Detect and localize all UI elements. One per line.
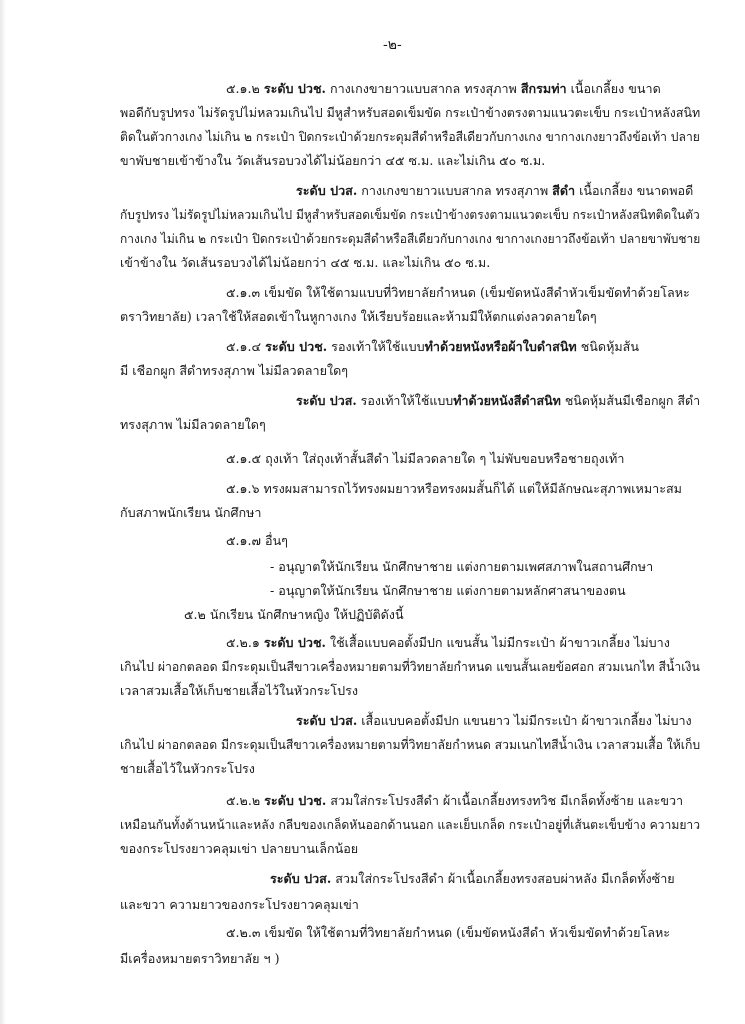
text-line	[120, 128, 700, 146]
text-segment: มี เชือกผูก สีดำทรงสุภาพ ไม่มีลวดลายใดๆ	[120, 363, 349, 378]
page-number: -๒-	[383, 37, 402, 53]
text-segment: - อนุญาตให้นักเรียน นักศึกษาชาย แต่งกายตามเพศสภาพในสถานศึกษา	[270, 559, 654, 574]
text-line	[270, 582, 626, 600]
text-segment: กับรูปทรง ไม่รัดรูปไม่หลวมเกินไป มีหูสำหรับสอดเข็มขัด กระเป๋าข้างตรงตามแนวตะเข็บ กระเป๋าหลังสนิทติดในตัว	[120, 207, 700, 222]
text-line	[226, 532, 288, 550]
bold-text: ทำด้วยหนังหรือผ้าใบดำสนิท	[424, 339, 577, 354]
text-line	[296, 182, 693, 200]
scan-edge-left	[0, 0, 6, 1024]
text-segment: ๕.๑.๗ อื่นๆ	[226, 533, 288, 548]
text-segment: กางเกงขายาวแบบสากล ทรงสุภาพ	[325, 81, 521, 96]
text-segment: เวลาสวมเสื้อให้เก็บชายเสื้อไว้ในหัวกระโปรง	[120, 683, 359, 698]
text-line	[120, 682, 358, 700]
text-segment: มีเครื่องหมายตราวิทยาลัย ฯ )	[120, 951, 280, 966]
text-segment: กับสภาพนักเรียน นักศึกษา	[120, 505, 262, 520]
bold-text: สีกรมท่า	[520, 81, 567, 96]
text-segment: กางเกง ไม่เกิน ๒ กระเป๋า ปิดกระเป๋าด้วยกระดุมสีดำหรือสีเดียวกับกางเกง ขากางเกงยาวถึงข้อเท้า ปลายขาพับชาย	[120, 231, 701, 246]
text-segment: ใช้เสื้อแบบคอตั้งมีปก แขนสั้น ไม่มีกระเป๋า ผ้าขาวเกลี้ยง ไม่บาง	[325, 635, 670, 650]
bold-text: ระดับ ปวส.	[296, 713, 358, 728]
text-line	[120, 254, 490, 272]
text-segment: ติดในตัวกางเกง ไม่เกิน ๒ กระเป๋า ปิดกระเป๋าด้วยกระดุมสีดำหรือสีเดียวกับกางเกง ขากางเกงยาวถึงข้อเท้า ปลาย	[120, 129, 700, 144]
text-line	[226, 450, 624, 468]
text-line	[226, 480, 682, 498]
text-line	[120, 736, 700, 754]
text-line	[120, 230, 700, 248]
text-line	[120, 760, 255, 778]
bold-text: ระดับ ปวช.	[265, 339, 328, 354]
text-line	[226, 792, 683, 810]
text-segment: ๕.๑.๖ ทรงผมสามารถไว้ทรงผมยาวหรือทรงผมสั้นก็ได้ แต่ให้มีลักษณะสุภาพเหมาะสม	[226, 481, 682, 496]
text-segment: เนื้อเกลี้ยง ขนาดพอดี	[575, 183, 694, 198]
text-segment: เสื้อแบบคอตั้งมีปก แขนยาว ไม่มีกระเป๋า ผ้าขาวเกลี้ยง ไม่บาง	[357, 713, 692, 728]
text-segment: เนื้อเกลี้ยง ขนาด	[566, 81, 661, 96]
text-line	[120, 816, 700, 834]
text-segment: - อนุญาตให้นักเรียน นักศึกษาชาย แต่งกายตามหลักศาสนาของตน	[270, 583, 626, 598]
text-line	[226, 924, 670, 942]
bold-text: ระดับ ปวส.	[270, 871, 332, 886]
text-segment: ชนิดหุ้มส้นมีเชือกผูก สีดำ	[560, 393, 701, 408]
text-segment: ชายเสื้อไว้ในหัวกระโปรง	[120, 761, 255, 776]
text-segment: เข้าข้างใน วัดเส้นรอบวงได้ไม่น้อยกว่า ๔๕ ซ.ม. และไม่เกิน ๕๐ ซ.ม.	[120, 255, 491, 270]
text-line	[270, 558, 653, 576]
text-line	[120, 896, 359, 914]
text-line	[120, 658, 700, 676]
text-line	[120, 504, 262, 522]
text-segment: ๕.๑.๓ เข็มขัด ให้ใช้ตามแบบที่วิทยาลัยกำหนด (เข็มขัดหนังสีดำหัวเข็มขัดทำด้วยโลหะ	[226, 285, 690, 300]
text-segment: ๕.๑.๒	[226, 81, 264, 96]
text-segment: ๕.๑.๕ ถุงเท้า ใส่ถุงเท้าสั้นสีดำ ไม่มีลวดลายใด ๆ ไม่พับขอบหรือชายถุงเท้า	[226, 451, 625, 466]
bold-text: ระดับ ปวช.	[263, 635, 326, 650]
text-line	[120, 206, 700, 224]
text-segment: พอดีกับรูปทรง ไม่รัดรูปไม่หลวมเกินไป มีหูสำหรับสอดเข็มขัด กระเป๋าข้างตรงตามแนวตะเข็บ กระเป๋าหลังสนิท	[120, 105, 701, 120]
text-line	[226, 634, 670, 652]
bold-text: ระดับ ปวช.	[263, 81, 326, 96]
bold-text: ระดับ ปวช.	[264, 793, 327, 808]
text-segment: ของกระโปรงยาวคลุมเข่า ปลายบานเล็กน้อย	[120, 841, 359, 856]
text-line	[226, 284, 690, 302]
text-segment: สวมใส่กระโปรงสีดำ ผ้าเนื้อเกลี้ยงทรงทวิช มีเกล็ดทั้งซ้าย และขวา	[326, 793, 684, 808]
text-segment: สวมใส่กระโปรงสีดำ ผ้าเนื้อเกลี้ยงทรงสอบผ่าหลัง มีเกล็ดทั้งซ้าย	[331, 871, 675, 886]
text-segment: รองเท้าให้ใช้แบบ	[327, 339, 425, 354]
text-segment: เหมือนกันทั้งด้านหน้าและหลัง กลีบของเกล็ดหันออกด้านนอก และเย็บเกล็ด กระเป๋าอยู่ที่เส้นตะเข็บข้าง ความยาว	[120, 817, 701, 832]
bold-text: ทำด้วยหนังสีดำสนิท	[453, 393, 561, 408]
text-segment: ๕.๑.๔	[226, 339, 266, 354]
text-line	[296, 392, 700, 410]
text-segment: ขาพับชายเข้าข้างใน วัดเส้นรอบวงได้ไม่น้อยกว่า ๔๕ ซ.ม. และไม่เกิน ๕๐ ซ.ม.	[120, 153, 546, 168]
text-line	[226, 80, 661, 98]
text-segment: ๕.๒.๓ เข็มขัด ให้ใช้ตามที่วิทยาลัยกำหนด (เข็มขัดหนังสีดำ หัวเข็มขัดทำด้วยโลหะ	[226, 925, 671, 940]
text-line	[120, 308, 597, 326]
text-segment: ๕.๒ นักเรียน นักศึกษาหญิง ให้ปฏิบัติดังนี้	[184, 607, 404, 622]
text-segment: ชนิดหุ้มส้น	[576, 339, 639, 354]
text-line	[120, 950, 280, 968]
bold-text: สีดำ	[552, 183, 576, 198]
text-line	[120, 840, 358, 858]
text-line	[120, 152, 545, 170]
text-line	[120, 416, 266, 434]
text-segment: เกินไป ผ่าอกตลอด มีกระดุมเป็นสีขาวเครื่องหมายตามที่วิทยาลัยกำหนด สวมเนกไทสีน้ำเงิน เวลาสวมเสื้อ ให้เก็บ	[120, 737, 701, 752]
bold-text: ระดับ ปวส.	[296, 393, 357, 408]
text-segment: ตราวิทยาลัย) เวลาใช้ให้สอดเข้าในหูกางเกง ให้เรียบร้อยและห้ามมีให้ตกแต่งลวดลายใดๆ	[120, 309, 597, 324]
text-line	[270, 870, 675, 888]
text-segment: รองเท้าให้ใช้แบบ	[356, 393, 454, 408]
text-line	[226, 338, 639, 356]
text-line	[296, 712, 692, 730]
bold-text: ระดับ ปวส.	[296, 183, 358, 198]
text-segment: ๕.๒.๒	[226, 793, 265, 808]
text-segment: กางเกงขายาวแบบสากล ทรงสุภาพ	[357, 183, 553, 198]
text-line	[120, 104, 700, 122]
text-line	[184, 606, 404, 624]
text-segment: ทรงสุภาพ ไม่มีลวดลายใดๆ	[120, 417, 266, 432]
text-line	[120, 362, 348, 380]
text-segment: เกินไป ผ่าอกตลอด มีกระดุมเป็นสีขาวเครื่องหมายตามที่วิทยาลัยกำหนด แขนสั้นเลยข้อศอก สวมเนกไท สีน้ำเงิน	[120, 659, 700, 674]
text-segment: ๕.๒.๑	[226, 635, 264, 650]
text-segment: และขวา ความยาวของกระโปรงยาวคลุมเข่า	[120, 897, 359, 912]
